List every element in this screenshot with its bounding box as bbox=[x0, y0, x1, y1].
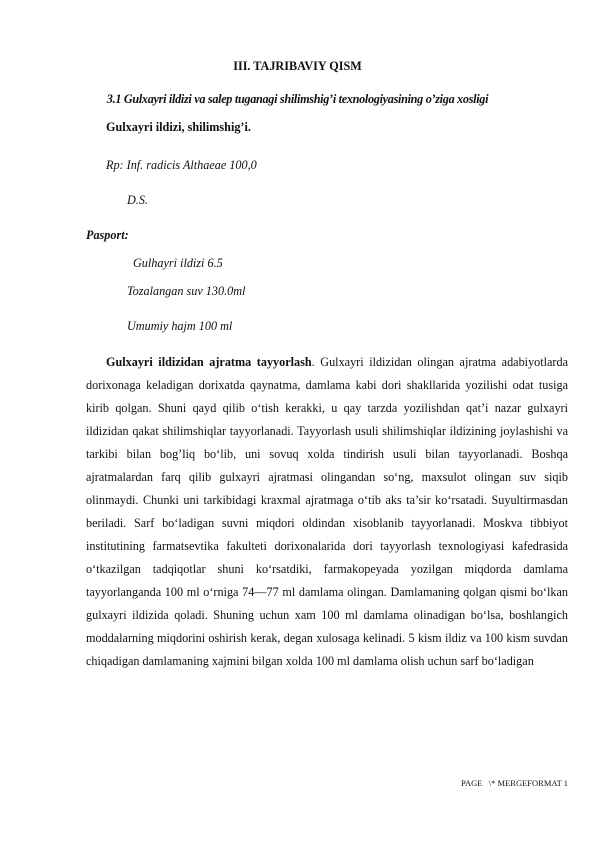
section-subheading: 3.1 Gulxayri ildizi va salep tuganagi shilimshig’i texnologiyasining o’ziga xosligi bbox=[106, 92, 489, 106]
pasport-item: Tozalangan suv 130.0ml bbox=[127, 284, 246, 298]
pasport-item: Gulhayri ildizi 6.5 bbox=[133, 256, 223, 270]
recipe-title: Gulxayri ildizi, shilimshig’i. bbox=[106, 120, 251, 134]
paragraph-lead: Gulxayri ildizidan ajratma tayyorlash bbox=[106, 355, 312, 369]
section-heading: III. TAJRIBAVIY QISM bbox=[233, 59, 362, 73]
body-paragraph bbox=[86, 351, 568, 673]
pasport-label: Pasport: bbox=[86, 228, 129, 242]
paragraph-text: . Gulxayri ildizidan olingan ajratma adabiyotlarda dorixonaga keladigan dorixatda qaynatma, damlama kabi dori shakllarida yozilishi odat tusiga kirib qolgan. Shuni qayd qilib o‘tish kerakki, u qay tarzda yozilishdan qat’i nazar gulxayri ildizidan qakat shilimshiqlar tayyorlanadi. Tayyorlash usuli shilimshiqlar ildizining joylashishi va tarkibi bilan bog’liq bo‘lib, uni sovuq xolda tindirish usuli bilan tayyorlanadi. Boshqa ajratmalardan farq qilib gulxayri ajratmasi olingandan so‘ng, maxsulot olingan suv siqib olinmaydi. Chunki uni tarkibidagi kraxmal ajratmaga o‘tib aks ta’sir ko‘rsatadi. Suyultirmasdan beriladi. Sarf bo‘ladigan suvni miqdori oldindan xisoblanib tayyorlanadi. Moskva tibbiyot institutining farmatsevtika fakulteti dorixonalarida dori tayyorlash texnologiyasi kafedrasida o‘tkazilgan tadqiqotlar shuni ko‘rsatdiki, farmakopeyada yozilgan miqdorda damlama tayyorlanganda 100 ml o‘rniga 74—77 ml damlama olingan. Damlamaning qolgan qismi bo‘lkan gulxayri ildizida qoladi. Shuning uchun xam 100 ml damlama olinadigan bo‘lsa, boshlangich moddalarning miqdorini oshirish kerak, degan xulosaga kelinadi. 5 kism ildiz va 100 kism suvdan chiqadigan damlamaning xajmini bilgan xolda 100 ml damlama olish uchun sarf bo‘ladigan bbox=[86, 355, 568, 668]
recipe-rp: Rp: Inf. radicis Althaeae 100,0 bbox=[106, 158, 257, 172]
page-footer: PAGE \* MERGEFORMAT 1 bbox=[461, 778, 568, 788]
recipe-ds: D.S. bbox=[127, 193, 148, 207]
pasport-item: Umumiy hajm 100 ml bbox=[127, 319, 233, 333]
